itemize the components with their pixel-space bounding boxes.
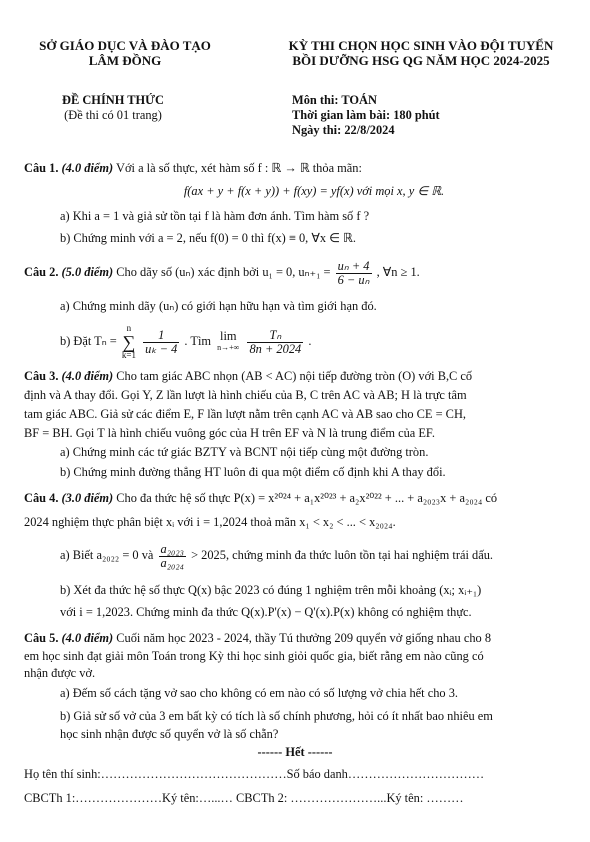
q3-line-1 xyxy=(24,368,568,384)
q1-part-b: b) Chứng minh với a = 2, nếu f(0) = 0 thì f(x) ≡ 0, ∀x ∈ ℝ. xyxy=(60,231,356,245)
limit-operator xyxy=(217,331,239,353)
q4-text-1: Cho đa thức hệ số thực P(x) = x²⁰²⁴ + a₁x²⁰²³ + a₂x²⁰²² + ... + a₂₀₂₃x + a₂₀₂₄ có xyxy=(116,491,498,505)
q5-points: (4.0 điểm) xyxy=(61,631,114,645)
q4-part-a-end: > 2025, chứng minh đa thức luôn tồn tại hai nghiệm trái dấu. xyxy=(191,548,493,562)
province-name: LÂM ĐỒNG xyxy=(88,53,162,68)
q2-sum-numerator: 1 xyxy=(143,329,179,343)
q5-part-a: a) Đếm số cách tặng vở sao cho không có em nào có số lượng vở chia hết cho 3. xyxy=(60,686,458,700)
q2-part-b xyxy=(60,324,568,360)
q2-recurrence-fraction xyxy=(336,260,372,287)
q3-line-3: tam giác ABC. Giả sử các điểm E, F lần lượt nằm trên cạnh AC và AB sao cho CE = CH, xyxy=(24,407,466,421)
q3-line-2: định và A thay đổi. Gọi Y, Z lần lượt là hình chiếu của B, C trên AC và AB; H là trực tâm xyxy=(24,388,467,402)
sum-lower-limit: k=1 xyxy=(121,350,136,360)
q1-equation: f(ax + y + f(x + y)) + f(xy) = yf(x) với mọi x, y ∈ ℝ. xyxy=(183,184,445,198)
q2-part-a: a) Chứng minh dãy (uₙ) có giới hạn hữu hạn và tìm giới hạn đó. xyxy=(60,299,377,313)
sigma-icon: ∑ xyxy=(122,332,136,352)
student-info-line: Họ tên thí sinh:………………………………………Số báo danh…………………………… xyxy=(24,767,485,781)
exam-title: KỲ THI CHỌN HỌC SINH VÀO ĐỘI TUYỂN xyxy=(288,38,554,53)
q4-coefficient-fraction xyxy=(159,543,186,570)
q3-line-4: BF = BH. Gọi T là hình chiếu vuông góc của H trên EF và N là trung điểm của EF. xyxy=(24,426,435,440)
q4-fraction-numerator: a₂₀₂₃ xyxy=(160,541,184,556)
pages-note: (Đề thi có 01 trang) xyxy=(64,108,162,122)
exam-date: Ngày thi: 22/8/2024 xyxy=(292,123,395,137)
q1-points: (4.0 điểm) xyxy=(61,161,114,175)
q3-label: Câu 3. xyxy=(24,369,59,383)
q2-part-b-start: b) Đặt Tₙ = xyxy=(60,333,117,348)
q1-intro: Với a là số thực, xét hàm số f : ℝ → ℝ thỏa mãn: xyxy=(116,161,362,175)
exam-header xyxy=(262,38,580,68)
sum-upper-limit: n xyxy=(126,323,132,333)
q2-part-b-mid: . Tìm xyxy=(184,333,212,348)
sum-symbol xyxy=(122,324,136,360)
q4-part-a-start: a) Biết a₂₀₂₂ = 0 và xyxy=(60,548,154,562)
q4-points: (3.0 điểm) xyxy=(61,491,114,505)
q5-part-b-line-1: b) Giả sử số vở của 3 em bất kỳ có tích là số chính phương, hỏi có ít nhất bao nhiêu em xyxy=(60,709,493,723)
q4-part-b-line-2: với i = 1,2023. Chứng minh đa thức Q(x).P'(x) − Q'(x).P(x) không có nghiệm thực. xyxy=(60,605,472,619)
q1-part-a: a) Khi a = 1 và giả sử tồn tại f là hàm đơn ánh. Tìm hàm số f ? xyxy=(60,209,370,223)
q2-intro: Cho dãy số (uₙ) xác định bởi u₁ = 0, uₙ₊₁ = xyxy=(116,265,331,279)
q3-part-a: a) Chứng minh các tứ giác BZTY và BCNT nội tiếp cùng một đường tròn. xyxy=(60,445,429,459)
limit-word: lim xyxy=(220,329,237,343)
supervisor-line: CBCTh 1:…………………Ký tên:…...… CBCTh 2: …………………...Ký tên: ……… xyxy=(24,791,464,805)
q2-intro-line xyxy=(24,258,568,287)
q2-intro-end: , ∀n ≥ 1. xyxy=(376,265,420,279)
q5-label: Câu 5. xyxy=(24,631,59,645)
q4-line-2: 2024 nghiệm thực phân biệt xᵢ với i = 1,2024 thoả mãn x₁ < x₂ < ... < x₂₀₂₄. xyxy=(24,515,396,529)
q5-line-2: em học sinh đạt giải môn Toán trong Kỳ thi học sinh giỏi quốc gia, biết rằng em nào cũng có xyxy=(24,649,484,663)
q1-label: Câu 1. xyxy=(24,161,59,175)
end-mark: ------ Hết ------ xyxy=(257,745,333,759)
q2-limit-fraction xyxy=(247,329,303,356)
limit-subscript: n→+∞ xyxy=(217,343,240,352)
q4-part-b-line-1: b) Xét đa thức hệ số thực Q(x) bậc 2023 có đúng 1 nghiệm trên mỗi khoảng (xᵢ; xᵢ₊₁) xyxy=(60,583,482,597)
q4-part-a xyxy=(60,540,568,570)
q4-line-1 xyxy=(24,490,568,506)
official-label: ĐỀ CHÍNH THỨC xyxy=(62,93,164,107)
q3-part-b: b) Chứng minh đường thẳng HT luôn đi qua một điểm cố định khi A thay đổi. xyxy=(60,465,446,479)
q2-fraction-denominator: 6 − uₙ xyxy=(337,272,370,287)
q2-sum-denominator: uₖ − 4 xyxy=(145,341,178,356)
exam-subtitle: BỒI DƯỠNG HSG QG NĂM HỌC 2024-2025 xyxy=(292,53,550,68)
q2-points: (5.0 điểm) xyxy=(61,265,114,279)
q2-sum-fraction xyxy=(143,329,179,356)
q2-limit-denominator: 8n + 2024 xyxy=(249,341,302,356)
q2-label: Câu 2. xyxy=(24,265,59,279)
duration: Thời gian làm bài: 180 phút xyxy=(292,108,440,122)
q5-text-1: Cuối năm học 2023 - 2024, thầy Tú thưởng 209 quyển vở giống nhau cho 8 xyxy=(116,631,492,645)
subject: Môn thi: TOÁN xyxy=(292,93,377,107)
q1-intro-line xyxy=(24,160,568,176)
q3-points: (4.0 điểm) xyxy=(61,369,114,383)
q2-limit-numerator: Tₙ xyxy=(247,329,303,343)
q4-label: Câu 4. xyxy=(24,491,59,505)
q3-text-1: Cho tam giác ABC nhọn (AB < AC) nội tiếp đường tròn (O) với B,C cố xyxy=(116,369,473,383)
department-header xyxy=(20,38,230,68)
q5-line-1 xyxy=(24,630,568,646)
q2-fraction-numerator: uₙ + 4 xyxy=(337,258,370,273)
q5-part-b-line-2: học sinh nhận được số quyển vở là số chẵn? xyxy=(60,727,279,741)
q2-part-b-end: . xyxy=(308,333,312,348)
q4-fraction-denominator: a₂₀₂₄ xyxy=(160,555,184,570)
q5-line-3: nhận được vở. xyxy=(24,666,96,680)
department-name: SỞ GIÁO DỤC VÀ ĐÀO TẠO xyxy=(39,38,211,53)
